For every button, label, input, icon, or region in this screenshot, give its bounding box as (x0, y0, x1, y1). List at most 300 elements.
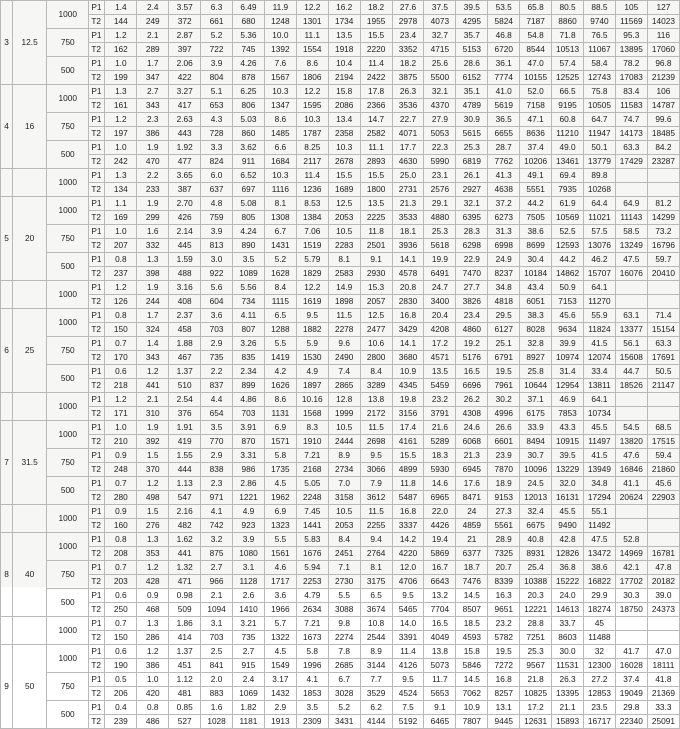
value-cell: 4.5 (264, 645, 296, 659)
value-cell: 10513 (552, 43, 584, 57)
value-cell: 4126 (392, 659, 424, 673)
group-number (1, 169, 13, 197)
value-cell: 2764 (360, 547, 392, 561)
value-cell: 2544 (360, 631, 392, 645)
value-cell: 116 (647, 29, 679, 43)
group-value: 20 (13, 197, 47, 281)
value-cell: 29.1 (424, 197, 456, 211)
value-cell: 1288 (264, 323, 296, 337)
value-cell: 8603 (552, 631, 584, 645)
value-cell: 488 (169, 267, 201, 281)
value-cell: 1419 (264, 351, 296, 365)
value-cell: 20.3 (520, 589, 552, 603)
value-cell: 3.6 (264, 589, 296, 603)
value-cell: 81.2 (647, 197, 679, 211)
speed-cell: 500 (47, 701, 89, 729)
value-cell: 64.1 (583, 281, 615, 295)
value-cell: 13461 (552, 155, 584, 169)
value-cell: 28.6 (456, 57, 488, 71)
value-cell: 24373 (647, 603, 679, 617)
p1-label: P1 (89, 449, 105, 463)
value-cell: 1913 (264, 715, 296, 729)
value-cell: 16846 (615, 463, 647, 477)
value-cell: 1.6 (201, 701, 233, 715)
value-cell: 50.5 (647, 365, 679, 379)
t2-label: T2 (89, 71, 105, 85)
value-cell: 1.0 (105, 57, 137, 71)
power-row (1, 85, 680, 99)
value-cell: 1.62 (169, 533, 201, 547)
value-cell: 9.5 (296, 309, 328, 323)
value-cell: 3.6 (201, 309, 233, 323)
value-cell: 26.3 (392, 85, 424, 99)
value-cell: 428 (137, 575, 169, 589)
torque-row (1, 43, 680, 57)
value-cell: 703 (233, 407, 265, 421)
value-cell: 32.8 (520, 337, 552, 351)
value-cell: 24.7 (424, 281, 456, 295)
value-cell: 1432 (264, 687, 296, 701)
value-cell: 6.7 (264, 225, 296, 239)
value-cell: 27.6 (392, 1, 424, 15)
value-cell: 4345 (392, 379, 424, 393)
value-cell: 1.3 (105, 169, 137, 183)
value-cell: 12.0 (392, 561, 424, 575)
value-cell: 2248 (296, 491, 328, 505)
value-cell: 6.49 (233, 1, 265, 15)
value-cell: 1131 (264, 407, 296, 421)
value-cell: 841 (201, 659, 233, 673)
value-cell: 2.34 (233, 365, 265, 379)
value-cell: 4370 (424, 99, 456, 113)
value-cell: 911 (233, 155, 265, 169)
value-cell: 10.3 (264, 85, 296, 99)
value-cell: 527 (169, 715, 201, 729)
value-cell: 20410 (647, 267, 679, 281)
value-cell: 39.5 (456, 1, 488, 15)
value-cell: 2800 (360, 351, 392, 365)
value-cell: 26.6 (488, 421, 520, 435)
value-cell: 2734 (328, 463, 360, 477)
value-cell: 1.55 (169, 449, 201, 463)
t2-label: T2 (89, 99, 105, 113)
value-cell: 7870 (488, 463, 520, 477)
value-cell: 25.3 (520, 645, 552, 659)
value-cell: 23.1 (424, 169, 456, 183)
value-cell: 197 (105, 127, 137, 141)
group-number: 5 (1, 197, 13, 281)
t2-label: T2 (89, 239, 105, 253)
value-cell: 1028 (201, 715, 233, 729)
value-cell: 392 (137, 435, 169, 449)
value-cell: 3936 (392, 239, 424, 253)
group-value: 50 (13, 645, 47, 729)
value-cell: 244 (137, 295, 169, 309)
value-cell: 11824 (583, 323, 615, 337)
value-cell: 6720 (488, 43, 520, 57)
value-cell: 1806 (296, 71, 328, 85)
value-cell: 41.7 (615, 645, 647, 659)
value-cell: 4593 (456, 631, 488, 645)
value-cell: 5.56 (233, 281, 265, 295)
value-cell: 4208 (424, 323, 456, 337)
value-cell: 813 (201, 239, 233, 253)
value-cell: 16076 (615, 267, 647, 281)
value-cell: 8507 (456, 603, 488, 617)
value-cell: 1.6 (137, 225, 169, 239)
value-cell: 1684 (264, 155, 296, 169)
value-cell: 27.9 (424, 113, 456, 127)
value-cell: 6395 (456, 211, 488, 225)
value-cell: 3.1 (233, 561, 265, 575)
value-cell: 38.6 (583, 561, 615, 575)
value-cell: 36.5 (488, 113, 520, 127)
value-cell: 3.0 (201, 253, 233, 267)
value-cell: 0.7 (105, 617, 137, 631)
value-cell: 64.9 (615, 197, 647, 211)
value-cell: 13895 (615, 43, 647, 57)
value-cell: 5500 (424, 71, 456, 85)
value-cell: 16.2 (328, 1, 360, 15)
value-cell: 8237 (488, 267, 520, 281)
value-cell: 7.1 (328, 561, 360, 575)
value-cell: 8.1 (360, 561, 392, 575)
value-cell: 7251 (520, 631, 552, 645)
power-row (1, 589, 680, 603)
value-cell: 6491 (424, 267, 456, 281)
value-cell: 13.8 (360, 393, 392, 407)
speed-cell: 1000 (47, 421, 89, 449)
value-cell: 16.5 (424, 617, 456, 631)
value-cell: 61.9 (552, 197, 584, 211)
value-cell: 2057 (360, 295, 392, 309)
value-cell: 55.1 (583, 505, 615, 519)
value-cell: 13949 (583, 463, 615, 477)
value-cell: 2117 (296, 155, 328, 169)
value-cell: 64.4 (583, 197, 615, 211)
group-number: 9 (1, 645, 13, 729)
value-cell: 11488 (583, 631, 615, 645)
value-cell: 10825 (520, 687, 552, 701)
value-cell: 4.3 (201, 113, 233, 127)
value-cell: 13.1 (488, 701, 520, 715)
value-cell: 5.03 (233, 113, 265, 127)
value-cell: 467 (169, 351, 201, 365)
value-cell: 3680 (392, 351, 424, 365)
group-number (1, 281, 13, 309)
value-cell: 661 (201, 15, 233, 29)
power-row (1, 253, 680, 267)
group-number: 3 (1, 1, 13, 85)
value-cell: 106 (647, 85, 679, 99)
value-cell: 2274 (328, 631, 360, 645)
p1-label: P1 (89, 673, 105, 687)
value-cell: 54.5 (615, 421, 647, 435)
value-cell: 7505 (520, 211, 552, 225)
value-cell: 4789 (456, 99, 488, 113)
value-cell: 6.5 (360, 589, 392, 603)
value-cell: 0.8 (137, 701, 169, 715)
t2-label: T2 (89, 379, 105, 393)
power-row (1, 141, 680, 155)
value-cell: 3826 (456, 295, 488, 309)
value-cell (647, 407, 679, 421)
value-cell: 1.5 (137, 449, 169, 463)
value-cell (647, 393, 679, 407)
t2-label: T2 (89, 323, 105, 337)
value-cell: 37.4 (615, 673, 647, 687)
group-value (13, 505, 47, 533)
value-cell: 15.8 (328, 85, 360, 99)
value-cell: 1.2 (105, 281, 137, 295)
value-cell: 14.2 (392, 533, 424, 547)
value-cell: 1.86 (169, 617, 201, 631)
value-cell: 43.4 (520, 281, 552, 295)
value-cell: 6.6 (264, 141, 296, 155)
value-cell: 127 (647, 1, 679, 15)
value-cell: 878 (233, 71, 265, 85)
value-cell: 7476 (456, 575, 488, 589)
value-cell: 6051 (520, 295, 552, 309)
value-cell: 59.4 (647, 449, 679, 463)
speed-cell: 1000 (47, 197, 89, 225)
value-cell: 4860 (456, 323, 488, 337)
value-cell: 12826 (552, 547, 584, 561)
value-cell: 2283 (328, 239, 360, 253)
value-cell: 10.9 (392, 365, 424, 379)
value-cell: 14299 (647, 211, 679, 225)
value-cell: 837 (201, 379, 233, 393)
value-cell: 11.4 (296, 169, 328, 183)
value-cell: 0.6 (105, 365, 137, 379)
value-cell: 27.7 (456, 281, 488, 295)
value-cell: 1.9 (137, 197, 169, 211)
value-cell: 16.3 (488, 589, 520, 603)
speed-cell: 500 (47, 141, 89, 169)
value-cell: 1955 (360, 15, 392, 29)
value-cell: 66.5 (552, 85, 584, 99)
value-cell: 2.70 (169, 197, 201, 211)
value-cell: 1829 (296, 267, 328, 281)
value-cell: 71.8 (552, 29, 584, 43)
value-cell: 4.9 (296, 365, 328, 379)
value-cell: 1347 (264, 99, 296, 113)
value-cell: 2978 (392, 15, 424, 29)
value-cell: 52.5 (552, 225, 584, 239)
group-value: 12.5 (13, 1, 47, 85)
value-cell: 2.3 (137, 113, 169, 127)
value-cell: 10184 (520, 267, 552, 281)
value-cell: 95.3 (615, 29, 647, 43)
speed-cell: 750 (47, 561, 89, 589)
group-value (13, 169, 47, 197)
value-cell: 233 (137, 183, 169, 197)
value-cell: 68.5 (647, 421, 679, 435)
value-cell: 343 (137, 351, 169, 365)
value-cell: 12013 (520, 491, 552, 505)
value-cell: 1.3 (137, 253, 169, 267)
value-cell: 20.4 (424, 309, 456, 323)
value-cell: 482 (169, 519, 201, 533)
value-cell: 0.8 (105, 309, 137, 323)
value-cell: 2.5 (201, 645, 233, 659)
value-cell: 24.0 (552, 589, 584, 603)
speed-cell: 1000 (47, 617, 89, 645)
value-cell: 2865 (328, 379, 360, 393)
value-cell: 17.4 (392, 421, 424, 435)
value-cell: 49.1 (520, 169, 552, 183)
value-cell: 22.0 (424, 505, 456, 519)
value-cell: 8636 (520, 127, 552, 141)
value-cell: 806 (233, 99, 265, 113)
group-number (1, 393, 13, 421)
value-cell: 1910 (296, 435, 328, 449)
value-cell: 4638 (488, 183, 520, 197)
value-cell: 735 (233, 631, 265, 645)
p1-label: P1 (89, 169, 105, 183)
value-cell: 3400 (424, 295, 456, 309)
value-cell: 10.9 (456, 701, 488, 715)
value-cell: 4.1 (201, 505, 233, 519)
p1-label: P1 (89, 141, 105, 155)
value-cell: 3391 (392, 631, 424, 645)
value-cell: 10.3 (328, 141, 360, 155)
value-cell: 1.1 (105, 197, 137, 211)
value-cell: 2731 (392, 183, 424, 197)
value-cell: 1619 (296, 295, 328, 309)
speed-cell: 1000 (47, 169, 89, 197)
value-cell: 15893 (552, 715, 584, 729)
value-cell: 39.9 (552, 337, 584, 351)
value-cell: 1221 (233, 491, 265, 505)
value-cell: 1.9 (137, 281, 169, 295)
value-cell: 13395 (552, 687, 584, 701)
p1-label: P1 (89, 589, 105, 603)
value-cell: 2490 (328, 351, 360, 365)
value-cell: 10734 (583, 407, 615, 421)
value-cell: 21.3 (456, 449, 488, 463)
value-cell: 1626 (264, 379, 296, 393)
power-row (1, 617, 680, 631)
value-cell: 420 (137, 687, 169, 701)
value-cell: 7807 (456, 715, 488, 729)
value-cell: 10.4 (328, 57, 360, 71)
torque-row (1, 463, 680, 477)
value-cell: 41.5 (583, 337, 615, 351)
value-cell: 899 (233, 379, 265, 393)
value-cell: 2685 (328, 659, 360, 673)
value-cell: 3028 (328, 687, 360, 701)
value-cell: 32 (583, 645, 615, 659)
value-cell: 2194 (328, 71, 360, 85)
torque-row (1, 183, 680, 197)
value-cell: 1595 (296, 99, 328, 113)
torque-row (1, 631, 680, 645)
value-cell: 2172 (360, 407, 392, 421)
value-cell: 458 (169, 323, 201, 337)
value-cell: 1999 (328, 407, 360, 421)
value-cell: 73.2 (647, 225, 679, 239)
value-cell: 10206 (520, 155, 552, 169)
value-cell: 4.24 (233, 225, 265, 239)
value-cell: 398 (137, 267, 169, 281)
value-cell: 45.6 (552, 309, 584, 323)
value-cell: 5.2 (201, 29, 233, 43)
value-cell: 4.9 (233, 505, 265, 519)
value-cell: 2582 (360, 127, 392, 141)
value-cell: 11.5 (328, 309, 360, 323)
value-cell: 54.8 (520, 29, 552, 43)
value-cell: 40.8 (520, 533, 552, 547)
value-cell: 6.7 (328, 673, 360, 687)
value-cell: 44.2 (520, 197, 552, 211)
value-cell: 2.3 (201, 477, 233, 491)
value-cell: 45.5 (552, 505, 584, 519)
value-cell: 2.54 (169, 393, 201, 407)
value-cell: 6675 (520, 519, 552, 533)
value-cell: 22.9 (456, 253, 488, 267)
value-cell: 242 (105, 155, 137, 169)
value-cell: 1996 (296, 659, 328, 673)
power-row (1, 365, 680, 379)
value-cell: 1882 (296, 323, 328, 337)
value-cell: 11.9 (264, 1, 296, 15)
value-cell: 5615 (456, 127, 488, 141)
value-cell: 13377 (615, 323, 647, 337)
value-cell: 76.5 (583, 29, 615, 43)
p1-label: P1 (89, 113, 105, 127)
group-number (1, 617, 13, 645)
value-cell: 1322 (264, 631, 296, 645)
value-cell: 16131 (552, 491, 584, 505)
speed-cell: 500 (47, 253, 89, 281)
value-cell: 65.8 (520, 1, 552, 15)
value-cell: 237 (105, 267, 137, 281)
value-cell: 2.0 (201, 673, 233, 687)
value-cell: 17691 (647, 351, 679, 365)
value-cell: 286 (137, 631, 169, 645)
value-cell: 29.8 (615, 701, 647, 715)
value-cell: 58.4 (583, 57, 615, 71)
t2-label: T2 (89, 407, 105, 421)
value-cell: 2220 (360, 43, 392, 57)
value-cell: 57.4 (552, 57, 584, 71)
value-cell: 29.9 (583, 589, 615, 603)
value-cell: 468 (137, 603, 169, 617)
value-cell: 30.7 (520, 449, 552, 463)
value-cell: 18.9 (488, 477, 520, 491)
value-cell: 11021 (583, 211, 615, 225)
value-cell: 9651 (488, 603, 520, 617)
t2-label: T2 (89, 43, 105, 57)
value-cell: 21239 (647, 71, 679, 85)
value-cell: 10.5 (328, 225, 360, 239)
p1-label: P1 (89, 225, 105, 239)
value-cell: 21369 (647, 687, 679, 701)
value-cell: 680 (233, 15, 265, 29)
torque-row (1, 603, 680, 617)
value-cell: 45 (583, 617, 615, 631)
value-cell: 36.1 (488, 57, 520, 71)
value-cell: 7.4 (328, 365, 360, 379)
value-cell: 17429 (615, 155, 647, 169)
p1-label: P1 (89, 197, 105, 211)
value-cell: 3088 (328, 603, 360, 617)
value-cell: 23.5 (583, 701, 615, 715)
value-cell: 1787 (296, 127, 328, 141)
value-cell: 6965 (424, 491, 456, 505)
value-cell: 134 (105, 183, 137, 197)
